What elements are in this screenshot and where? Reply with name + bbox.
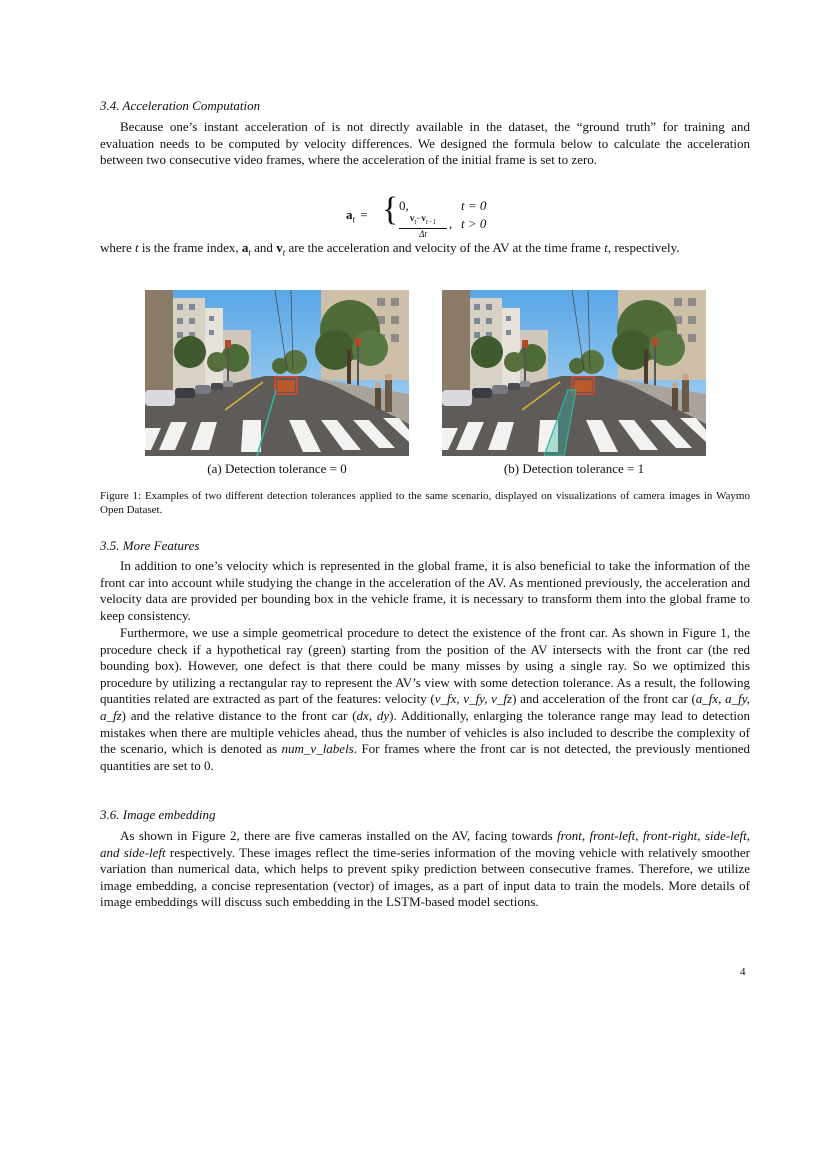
eq-case2-cond: t > 0 [461,216,487,231]
eq-case2-comma: , [449,216,453,231]
subcaption-a: (a) Detection tolerance = 0 [207,461,347,476]
acceleration-equation [346,191,506,239]
eq-case1-cond: t = 0 [461,198,487,213]
more-features-paragraph-1: In addition to one’s velocity which is represented in the global frame, it is also beneficial to take the information of the front car into account while studying the change in the acceleration of the AV. As mentioned previously, the acceleration and velocity data are provided per bounding box in the vehicle frame, it is necessary to transform them into the global frame to keep consistency. [100,558,750,623]
figure-1a-camera-image [145,290,409,456]
acceleration-paragraph: Because one’s instant acceleration of is not directly available in the dataset, the “ground truth” for training and evaluation needs to be computed by velocity differences. We designed the formula below to calculate the acceleration between two consecutive video frames, where the acceleration of the initial frame is set to zero. [100,119,750,168]
section-title-image-embedding: 3.6. Image embedding [100,807,216,822]
subcaption-b: (b) Detection tolerance = 1 [503,461,645,476]
equation-explanation: where t is the frame index, $a_t$ and $v_t$ are the acceleration and velocity of the AV at the time frame t, respectively. [100,240,680,258]
page-number: 4 [740,966,746,978]
section-title-more-features: 3.5. More Features [100,538,200,553]
eq-case2-fraction: $v_t-v_{t-1}$ Δt [399,213,447,239]
figure-1-caption: Figure 1: Examples of two different detection tolerances applied to the same scenario, displayed on visualizations of camera images in Waymo Open Dataset. [100,490,750,516]
figure-1b-camera-image [442,290,706,456]
section-title-acceleration: 3.4. Acceleration Computation [100,98,261,113]
image-embedding-paragraph: As shown in Figure 2, there are five cameras installed on the AV, facing towards front, front-left, front-right, side-left, and side-left respectively. These images reflect the time-series information of the moving vehicle with relatively smoother variation than numerical data, which helps to prevent spiky prediction between consecutive frames. Therefore, we utilize image embedding, a concise representation (vector) of images, as a part of input data to train the models. More details of image embeddings will discuss such embedding in the LSTM-based model sections. [100,828,750,910]
more-features-paragraph-2: Furthermore, we use a simple geometrical procedure to detect the existence of the front car. As shown in Figure 1, the procedure check if a hypothetical ray (green) starting from the position of the AV intersects with the front car (the red bounding box). However, one defect is that there could be many misses by using a single ray. So we optimized this procedure by utilizing a rectangular ray to represent the AV’s view with some detection tolerance. As a result, the following quantities related are extracted as part of the features: velocity (v_fx, v_fy, v_fz) and acceleration of the front car (a_fx, a_fy, a_fz) and the relative distance to the front car (dx, dy). Additionally, enlarging the tolerance range may lead to detection mistakes when there are multiple vehicles ahead, thus the number of vehicles is also included to describe the complexity of the scenario, which is denoted as num_v_labels. For frames where the front car is not detected, the previously mentioned quantities are set to 0. [100,625,751,773]
eq-brace: { [382,191,399,228]
eq-lhs: $a_t$ = [346,207,368,225]
eq-case1-value: 0, [399,198,409,213]
